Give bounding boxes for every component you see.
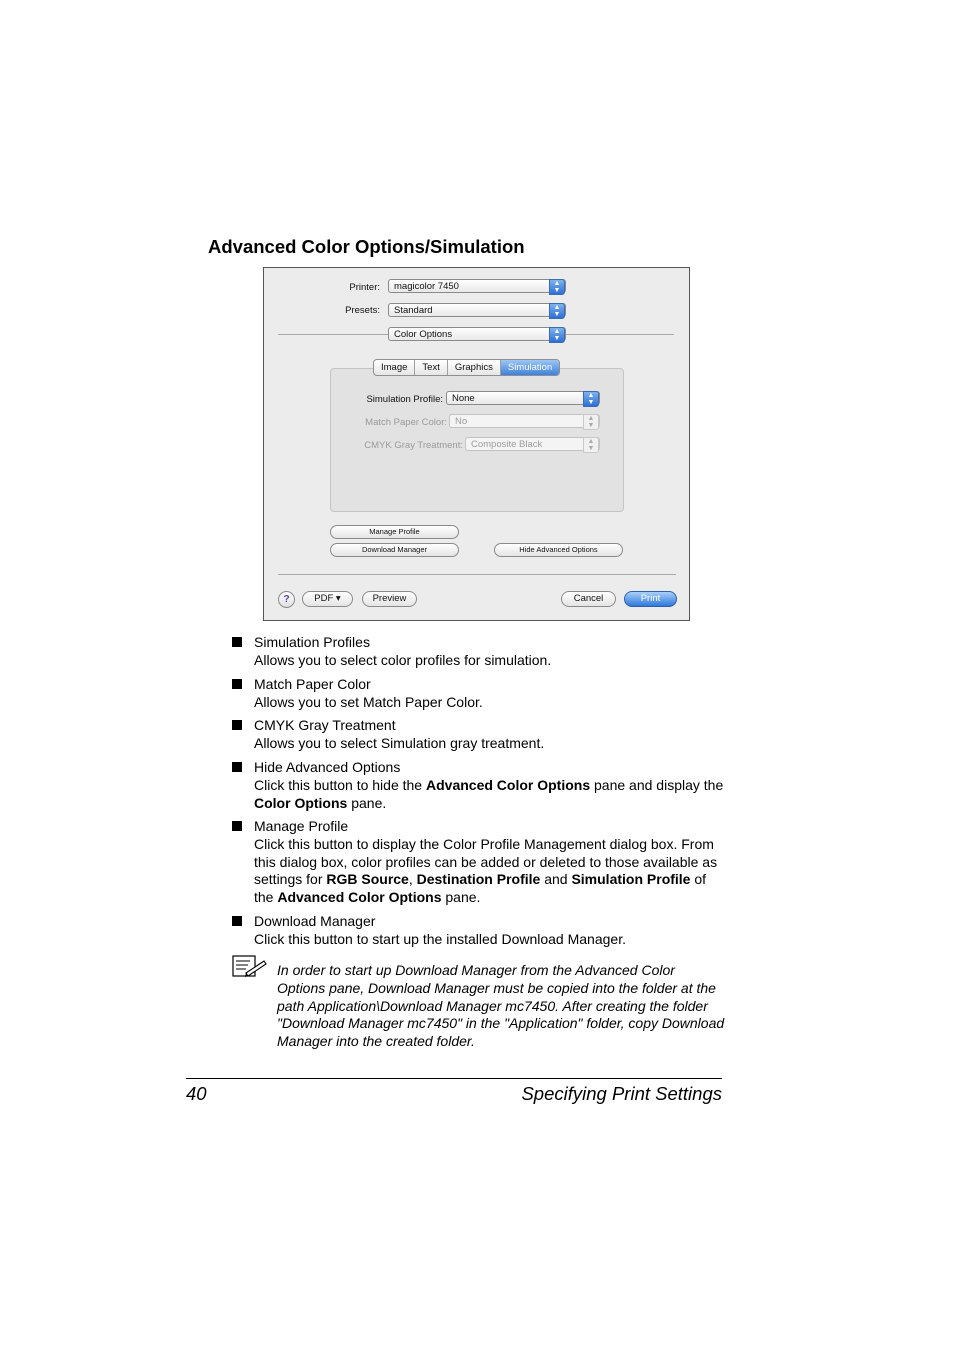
cmyk-gray-treatment-popup: Composite Black ▲ ▼ [465,437,600,451]
simulation-profile-popup[interactable]: None ▲ ▼ [446,391,600,405]
hide-advanced-options-button[interactable]: Hide Advanced Options [494,543,623,557]
tab-simulation[interactable]: Simulation [501,360,559,375]
list-item [254,634,729,670]
item-title: Manage Profile [254,818,349,834]
tab-text[interactable]: Text [415,360,447,375]
list-item [254,818,729,907]
print-button[interactable]: Print [624,591,677,607]
item-title: Match Paper Color [254,676,371,692]
simulation-pane [330,368,624,512]
section-heading: Advanced Color Options/Simulation [208,236,525,257]
item-description: Allows you to select color profiles for simulation. [254,651,552,668]
popup-arrows-icon: ▲ ▼ [549,327,565,343]
cancel-button[interactable]: Cancel [561,591,616,607]
printer-label: Printer: [349,282,380,293]
download-manager-button[interactable]: Download Manager [330,543,459,557]
match-paper-color-popup: No ▲ ▼ [449,414,600,428]
bullet-icon [232,821,242,831]
item-title: Simulation Profiles [254,634,370,650]
bullet-icon [232,916,242,926]
help-icon[interactable]: ? [278,591,295,608]
simulation-profile-label: Simulation Profile: [366,394,443,405]
item-title: Download Manager [254,913,376,929]
item-description: Allows you to set Match Paper Color. [254,693,483,710]
match-paper-color-label: Match Paper Color: [365,417,447,428]
bullet-icon [232,637,242,647]
section-title: Specifying Print Settings [521,1083,722,1104]
pane-popup[interactable]: Color Options ▲ ▼ [388,327,566,341]
bullet-icon [232,762,242,772]
popup-arrows-icon: ▲ ▼ [583,414,599,430]
cmyk-gray-treatment-label: CMYK Gray Treatment: [364,440,463,451]
tab-image[interactable]: Image [374,360,415,375]
note-pencil-icon [232,955,268,979]
item-description: Click this button to display the Color Profile Management dialog box. From this dialog box, color profiles can be added or deleted to those available as settings for RGB Source, Destination Profile and Simulation Profile of the Advanced Color Options pane. [254,835,718,906]
item-title: Hide Advanced Options [254,759,401,775]
bullet-icon [232,679,242,689]
popup-arrows-icon: ▲ ▼ [583,437,599,453]
item-title: CMYK Gray Treatment [254,717,396,733]
item-description: Allows you to select Simulation gray treatment. [254,734,545,751]
pdf-button[interactable]: PDF ▾ [302,591,353,607]
manage-profile-button[interactable]: Manage Profile [330,525,459,539]
footer-rule [186,1078,722,1079]
print-dialog-screenshot [263,267,690,621]
tab-bar [373,359,560,376]
note-text: In order to start up Download Manager from the Advanced Color Options pane, Download Manager must be copied into the folder at the path Application\Download Manager mc7450. After creating the folder "Download Manager mc7450" in the "Application" folder, copy Download Manager into the created folder. [277,962,725,1050]
presets-popup[interactable]: Standard ▲ ▼ [388,303,566,317]
divider [278,574,676,575]
preview-button[interactable]: Preview [362,591,417,607]
popup-arrows-icon: ▲ ▼ [549,279,565,295]
bullet-icon [232,720,242,730]
item-description: Click this button to hide the Advanced Color Options pane and display the Color Options pane. [254,776,724,811]
list-item [254,676,729,712]
item-description: Click this button to start up the installed Download Manager. [254,930,626,947]
popup-arrows-icon: ▲ ▼ [549,303,565,319]
list-item [254,717,729,753]
popup-arrows-icon: ▲ ▼ [583,391,599,407]
tab-graphics[interactable]: Graphics [448,360,501,375]
printer-popup[interactable]: magicolor 7450 ▲ ▼ [388,279,566,293]
presets-label: Presets: [345,305,380,316]
list-item [254,759,729,812]
page-number: 40 [186,1083,207,1104]
list-item [254,913,729,949]
